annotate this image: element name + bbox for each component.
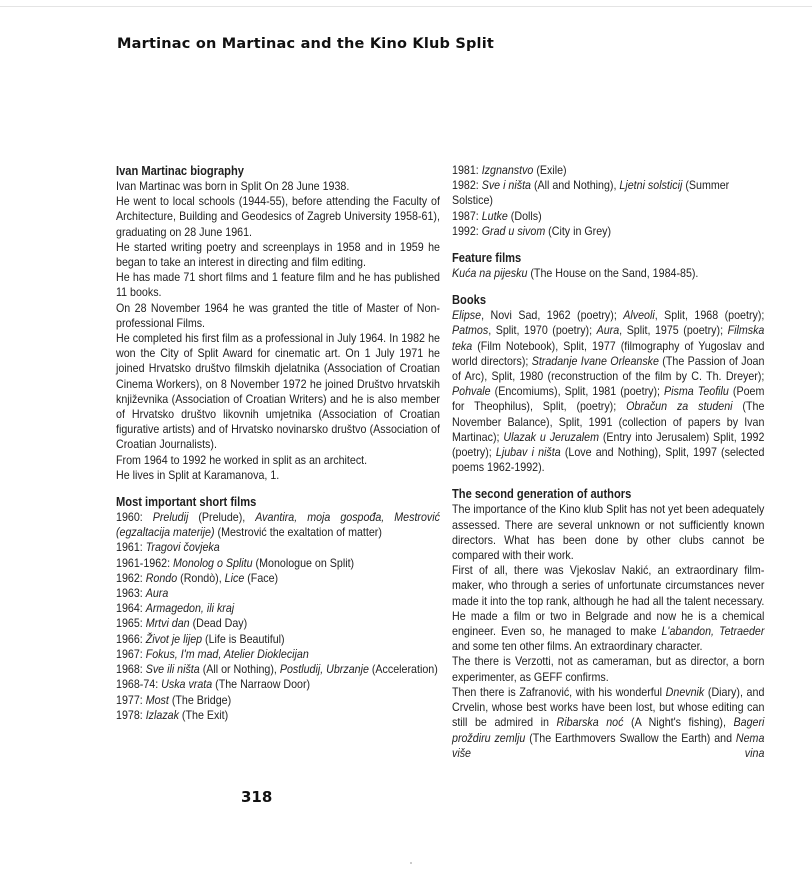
film-entry: 1961: Tragovi čovjeka	[116, 540, 220, 555]
book-detail: , Split, 1968 (poetry);	[654, 308, 765, 323]
book-title: Ljubav i ništa	[495, 445, 561, 460]
left-column	[116, 163, 440, 723]
film-entry: 1987: Lutke (Dolls)	[452, 208, 542, 223]
books-heading: Books	[452, 293, 487, 308]
bio-para: He has made 71 short films and 1 feature film and he has published 11 books.	[116, 270, 440, 300]
second-gen-para: First of all, there was Vjekoslav Nakić, an extraordinary film-maker, who through a series of unfortunate circumstances never made it into the top rank, although he had all the talent necessary. He made a film or two in Belgrade and now he is a chemical engineer. Even so, he managed to make L'abandon, Tetraeder and some ten other films. An extraordinary character.	[452, 563, 765, 654]
second-gen-para: The importance of the Kino klub Split has not yet been adequately assessed. There are several unknown or not sufficiently known directors. What has been done by other clubs cannot be compared with their work.	[452, 502, 765, 563]
book-title: Obračun za studeni	[626, 399, 733, 414]
top-rule	[0, 6, 812, 7]
film-entry: 1961-1962: Monolog o Splitu (Monologue on Split)	[116, 555, 355, 570]
film-entry: 1977: Most (The Bridge)	[116, 692, 232, 707]
film-entry: 1965: Mrtvi dan (Dead Day)	[116, 616, 248, 631]
film-entry: 1960: Preludij (Prelude), Avantira, moja gospođa, Mestrović (egzaltacija materije) (Mestrović the exaltation of matter)	[116, 510, 440, 540]
book-title: Elipse	[452, 308, 482, 323]
second-generation-heading: The second generation of authors	[452, 487, 632, 502]
film-entry: 1967: Fokus, I'm mad, Atelier Dioklecijan	[116, 646, 309, 661]
book-detail: (Encomiums), Split, 1981 (poetry);	[490, 384, 665, 399]
film-entry: 1982: Sve i ništa (All and Nothing), Ljetni solsticij (Summer Solstice)	[452, 178, 730, 208]
book-title: Pohvale	[452, 384, 491, 399]
bio-para: He went to local schools (1944-55), before attending the Faculty of Architecture, Building and Geodesics of Zagreb University 1958-61), graduating on 28 June 1961.	[116, 194, 440, 239]
book-detail: , Split, 1970 (poetry);	[488, 323, 597, 338]
short-films-list	[116, 510, 440, 723]
film-entry: 1966: Život je lijep (Life is Beautiful)	[116, 631, 285, 646]
bio-para: He completed his first film as a professional in July 1964. In 1982 he won the City of Split Award for cinematic art. On 1 July 1971 he joined Hrvatsko društvo filmskih djelatnika (Association of Croatian Cinema Workers), on 8 November 1972 he joined Društvo hrvatskih književnika (Association of Croatian Writers) and he is also member of Hrvatsko društvo likovnih umjetnika (Association of Croatian figurative artists) and of Hrvatsko novinarsko društvo (Association of Croatian Journalists).	[116, 331, 440, 452]
book-detail: , Novi Sad, 1962 (poetry);	[481, 308, 624, 323]
bio-para: On 28 November 1964 he was granted the title of Master of Non-professional Films.	[116, 300, 440, 330]
book-detail: (Love and Nothing), Split, 1997 (selected poems 1962-1992).	[452, 445, 765, 475]
book-title: Patmos	[452, 323, 489, 338]
film-entry: 1978: Izlazak (The Exit)	[116, 707, 229, 722]
film-entry: 1963: Aura	[116, 586, 169, 601]
second-gen-para: Then there is Zafranović, with his wonderful Dnevnik (Diary), and Crvelin, whose best works have been lost, but whose editing can still be admired in Ribarska noć (A Night's fishing), Bageri proždiru zemlju (The Earthmovers Swallow the Earth) and Nema više vina	[452, 684, 765, 760]
film-entry: 1964: Armagedon, ili kraj	[116, 601, 235, 616]
book-title: Ulazak u Jeruzalem	[503, 429, 599, 444]
film-entry: 1981: Izgnanstvo (Exile)	[452, 163, 567, 177]
bio-heading: Ivan Martinac biography	[116, 164, 244, 178]
page-title: Martinac on Martinac and the Kino Klub Split	[117, 36, 495, 52]
book-detail: , Split, 1975 (poetry);	[619, 323, 728, 338]
book-title: Aura	[596, 323, 620, 338]
bio-para: He lives in Split at Karamanova, 1.	[116, 467, 280, 482]
bio-para: Ivan Martinac was born in Split On 28 June 1938.	[116, 179, 350, 193]
book-detail: (Entry into Jerusalem) Split, 1992 (poetry);	[452, 429, 765, 460]
bio-para: He started writing poetry and screenplays in 1958 and in 1959 he began to take an interest in directing and film editing.	[116, 239, 440, 270]
books-list	[452, 308, 764, 475]
second-gen-para: The there is Verzotti, not as cameraman, but as director, a born experimenter, as GEFF confirms.	[452, 654, 765, 684]
book-detail: (The Passion of Joan of Arc), Split, 1980 (reconstruction of the film by C. Th. Dreyer);	[452, 353, 765, 384]
short-films-heading: Most important short films	[116, 495, 257, 510]
book-detail: (Poem for Theophilus), Split, (poetry);	[452, 384, 765, 414]
feature-film-entry: Kuća na pijesku (The House on the Sand, 1984-85).	[452, 266, 699, 281]
film-entry: 1992: Grad u sivom (City in Grey)	[452, 223, 612, 238]
bio-para: From 1964 to 1992 he worked in split as an architect.	[116, 452, 368, 467]
book-title: Filmska teka	[452, 323, 765, 353]
book-title: Pisma Teofilu	[664, 384, 729, 399]
book-title: Alveoli	[623, 308, 655, 323]
right-column	[452, 163, 764, 761]
film-entry: 1968: Sve ili ništa (All or Nothing), Postludij, Ubrzanje (Acceleration)	[116, 662, 438, 677]
print-dot	[410, 862, 412, 864]
book-detail: (The November Balance), Split, 1991 (collection of papers by Ivan Martinac);	[452, 399, 765, 444]
short-films-continued	[452, 163, 764, 239]
film-entry: 1962: Rondo (Rondò), Lice (Face)	[116, 570, 279, 585]
film-entry: 1968-74: Uska vrata (The Narraow Door)	[116, 677, 311, 692]
feature-films-heading: Feature films	[452, 251, 522, 266]
book-title: Stradanje Ivane Orleanske	[531, 353, 659, 368]
page-number: 318	[241, 788, 273, 806]
book-detail: (Film Notebook), Split, 1977 (filmography of Yugoslav and world directors);	[452, 338, 765, 368]
